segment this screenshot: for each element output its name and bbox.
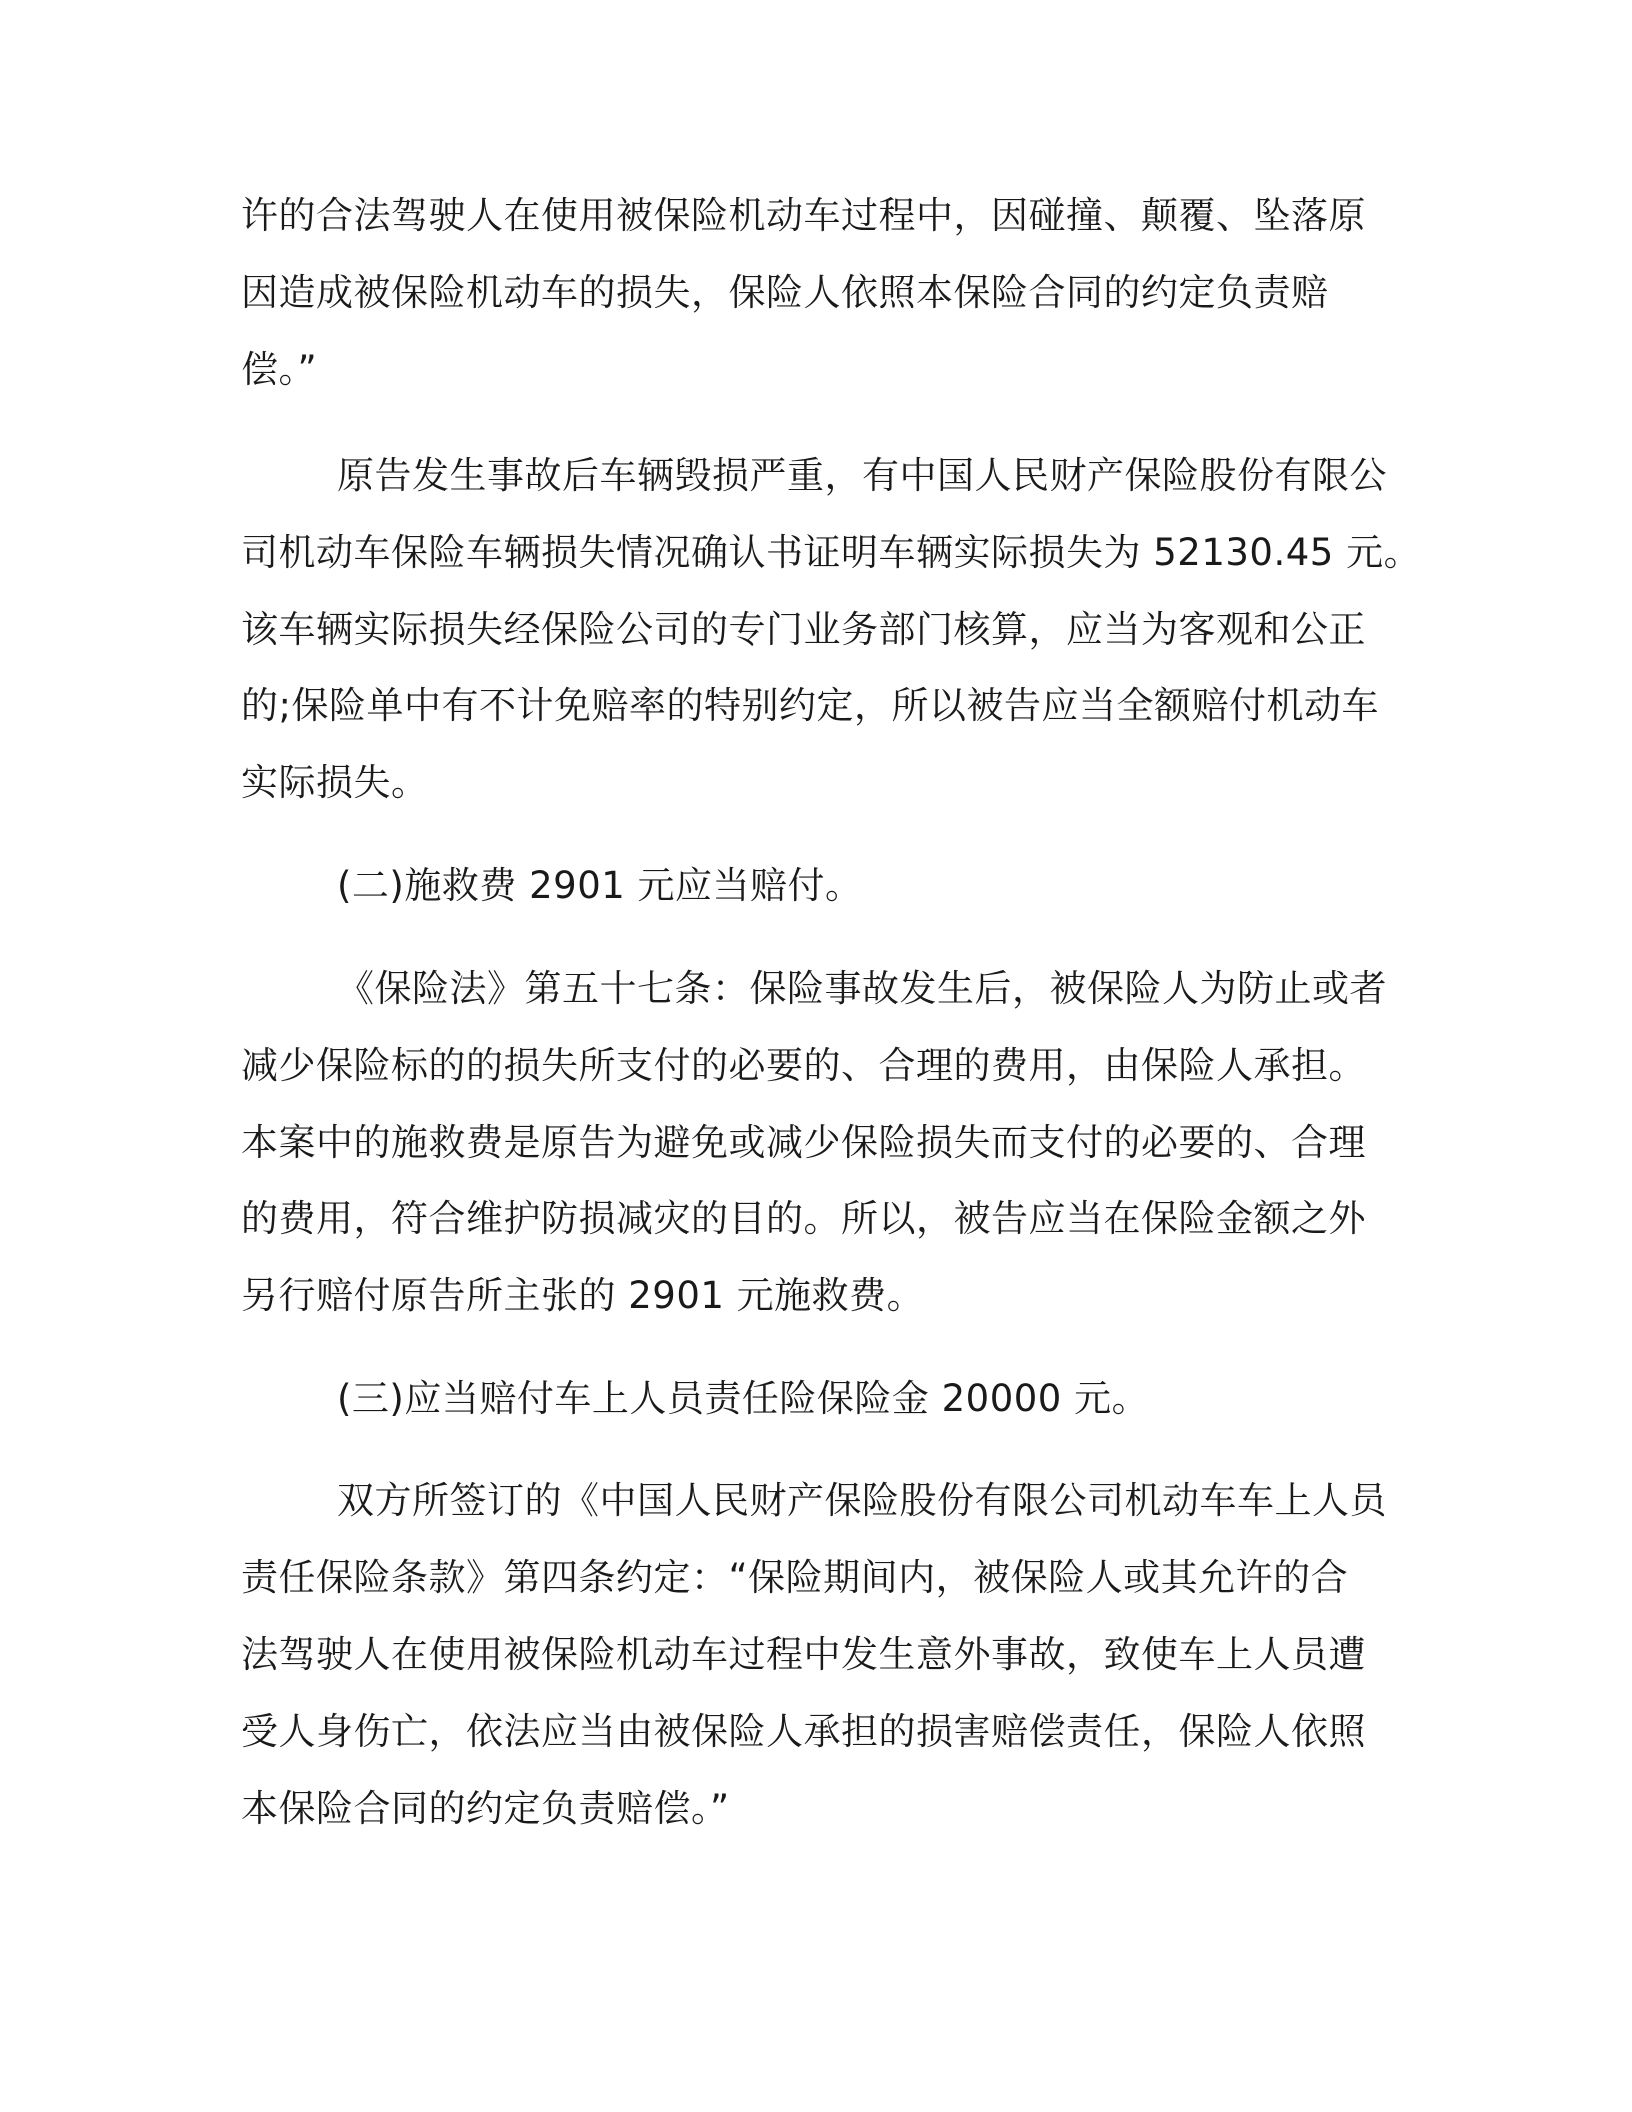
paragraph-line: 原告发生事故后车辆毁损严重，有中国人民财产保险股份有限公: [337, 454, 1387, 497]
paragraph-line: 受人身伤亡，依法应当由被保险人承担的损害赔偿责任，保险人依照: [241, 1710, 1366, 1753]
paragraph-line: 责任保险条款》第四条约定：“保险期间内，被保险人或其允许的合: [241, 1556, 1349, 1599]
paragraph-line: 偿。”: [241, 348, 318, 391]
paragraph-line: 《保险法》第五十七条：保险事故发生后，被保险人为防止或者: [337, 967, 1387, 1010]
paragraph-line: 该车辆实际损失经保险公司的专门业务部门核算，应当为客观和公正: [241, 608, 1366, 651]
section-heading: (二)施救费 2901 元应当赔付。: [337, 864, 863, 907]
paragraph-line: 本案中的施救费是原告为避免或减少保险损失而支付的必要的、合理: [241, 1121, 1366, 1164]
paragraph-line: 因造成被保险机动车的损失，保险人依照本保险合同的约定负责赔: [241, 271, 1329, 314]
paragraph-line: 许的合法驾驶人在使用被保险机动车过程中，因碰撞、颠覆、坠落原: [241, 194, 1366, 237]
paragraph-line: 实际损失。: [241, 761, 429, 804]
paragraph-line: 司机动车保险车辆损失情况确认书证明车辆实际损失为 52130.45 元。: [241, 531, 1422, 574]
paragraph-line: 的费用，符合维护防损减灾的目的。所以，被告应当在保险金额之外: [241, 1197, 1366, 1240]
section-heading: (三)应当赔付车上人员责任险保险金 20000 元。: [337, 1377, 1150, 1420]
paragraph-line: 减少保险标的的损失所支付的必要的、合理的费用，由保险人承担。: [241, 1044, 1366, 1087]
paragraph-line: 法驾驶人在使用被保险机动车过程中发生意外事故，致使车上人员遭: [241, 1633, 1366, 1676]
paragraph-line: 双方所签订的《中国人民财产保险股份有限公司机动车车上人员: [337, 1479, 1387, 1522]
paragraph-line: 另行赔付原告所主张的 2901 元施救费。: [241, 1274, 925, 1317]
paragraph-line: 的;保险单中有不计免赔率的特别约定，所以被告应当全额赔付机动车: [241, 684, 1379, 727]
paragraph-line: 本保险合同的约定负责赔偿。”: [241, 1787, 730, 1830]
